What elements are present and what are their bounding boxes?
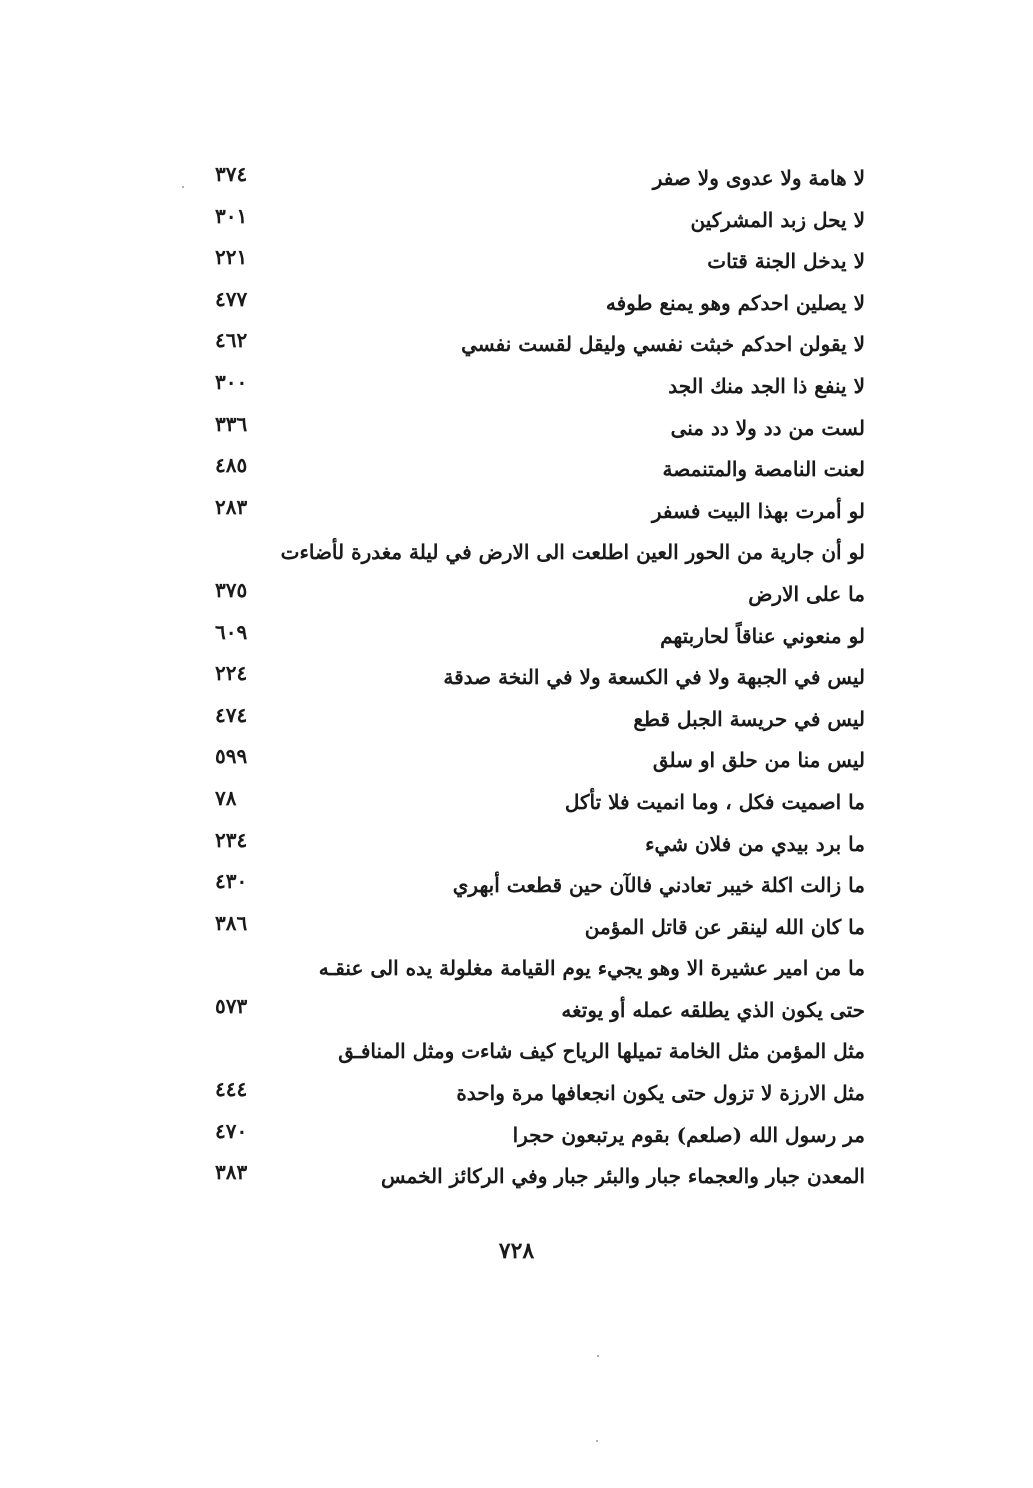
entry-page-number: ٧٨ <box>215 785 237 810</box>
entry-text: ما اصميت فكل ، وما انميت فلا تأكل <box>564 789 865 814</box>
entry-page-number: ٢٢١ <box>215 245 248 270</box>
entry-page-number: ٢٣٤ <box>215 827 248 852</box>
index-entry <box>205 368 865 410</box>
entry-text: لو أن جارية من الحور العين اطلعت الى الارض في ليلة مغدرة لأضاءت <box>280 540 865 565</box>
index-entry <box>205 243 865 285</box>
entry-page-number: ٥٩٩ <box>215 744 248 769</box>
paper-speck <box>596 1440 598 1442</box>
entry-text: ما زالت اكلة خيبر تعادني فالآن حين قطعت أبهري <box>452 873 865 898</box>
entry-text: لو أمرت بهذا البيت فسفر <box>651 498 865 523</box>
index-entry <box>205 701 865 743</box>
index-entry <box>205 867 865 909</box>
entry-page-number: ٤٨٥ <box>215 453 248 478</box>
index-entry <box>205 493 865 535</box>
entry-page-number: ٣٧٥ <box>215 577 248 602</box>
index-entry <box>205 1158 865 1200</box>
entry-page-number: ٣٨٣ <box>215 1160 248 1185</box>
index-entry <box>205 1033 865 1075</box>
index-entry <box>205 285 865 327</box>
index-entry <box>205 950 865 992</box>
entry-text: ما برد بيدي من فلان شيء <box>645 831 865 856</box>
entry-text: ما على الارض <box>748 581 865 606</box>
entry-text: ما من امير عشيرة الا وهو يجيء يوم القيامة مغلولة يده الى عنقـه <box>318 956 865 981</box>
entry-text: مثل الارزة لا تزول حتى يكون انجعافها مرة واحدة <box>456 1081 865 1106</box>
entry-page-number: ٣٠٠ <box>215 369 248 394</box>
entry-text: لست من دد ولا دد منى <box>670 415 865 440</box>
index-entry <box>205 326 865 368</box>
entry-page-number: ٣٠١ <box>215 203 248 228</box>
index-entry <box>205 576 865 618</box>
paper-speck <box>597 1355 599 1357</box>
entry-page-number: ٤٣٠ <box>215 869 248 894</box>
entry-page-number: ٣٣٦ <box>215 411 248 436</box>
entry-text: لا يقولن احدكم خبثت نفسي وليقل لقست نفسي <box>461 332 865 357</box>
entry-text: لا هامة ولا عدوى ولا صفر <box>652 166 865 190</box>
entry-text: لا يدخل الجنة قتات <box>707 249 865 274</box>
entry-page-number: ٤٤٤ <box>215 1077 248 1102</box>
index-entry <box>205 410 865 452</box>
entry-page-number: ٦٠٩ <box>215 619 248 644</box>
index-entry <box>205 202 865 244</box>
entry-page-number: ٤٦٢ <box>215 328 248 353</box>
entry-page-number: ٢٨٣ <box>215 494 248 519</box>
entry-page-number: ٥٧٣ <box>215 993 248 1018</box>
index-entry <box>205 826 865 868</box>
index-entry <box>205 618 865 660</box>
hadith-index-list <box>205 160 865 1200</box>
index-entry <box>205 659 865 701</box>
entry-text: مر رسول الله (صلعم) بقوم يرتبعون حجرا <box>512 1122 865 1147</box>
index-entry <box>205 534 865 576</box>
entry-text: حتى يكون الذي يطلقه عمله أو يوتغه <box>561 997 865 1022</box>
entry-page-number: ٣٧٤ <box>215 162 248 186</box>
entry-text: لا يحل زبد المشركين <box>690 207 865 232</box>
entry-page-number: ٤٧٧ <box>215 286 248 311</box>
entry-text: ليس في الجبهة ولا في الكسعة ولا في النخة صدقة <box>443 665 865 690</box>
entry-text: ما كان الله لينقر عن قاتل المؤمن <box>584 914 865 939</box>
index-entry <box>205 742 865 784</box>
index-entry <box>205 784 865 826</box>
entry-text: لا يصلين احدكم وهو يمنع طوفه <box>605 290 865 315</box>
entry-page-number: ٤٧٤ <box>215 702 248 727</box>
entry-text: لا ينفع ذا الجد منك الجد <box>668 373 865 398</box>
index-entry <box>205 909 865 951</box>
index-entry <box>205 1075 865 1117</box>
entry-text: ليس في حريسة الجبل قطع <box>633 706 865 731</box>
entry-text: المعدن جبار والعجماء جبار والبئر جبار وفي الركائز الخمس <box>381 1164 865 1189</box>
paper-speck <box>182 186 184 188</box>
entry-page-number: ٣٨٦ <box>215 910 248 935</box>
page-number: ٧٢٨ <box>498 1238 535 1264</box>
entry-page-number: ٤٧٠ <box>215 1118 248 1143</box>
entry-text: مثل المؤمن مثل الخامة تميلها الرياح كيف شاءت ومثل المنافـق <box>338 1039 865 1064</box>
entry-text: لو منعوني عناقاً لحاربتهم <box>660 623 865 648</box>
index-entry <box>205 160 865 202</box>
index-entry <box>205 451 865 493</box>
index-entry <box>205 1117 865 1159</box>
entry-page-number: ٢٢٤ <box>215 661 248 686</box>
entry-text: لعنت النامصة والمتنمصة <box>662 457 865 482</box>
index-entry <box>205 992 865 1034</box>
entry-text: ليس منا من حلق او سلق <box>652 748 865 773</box>
